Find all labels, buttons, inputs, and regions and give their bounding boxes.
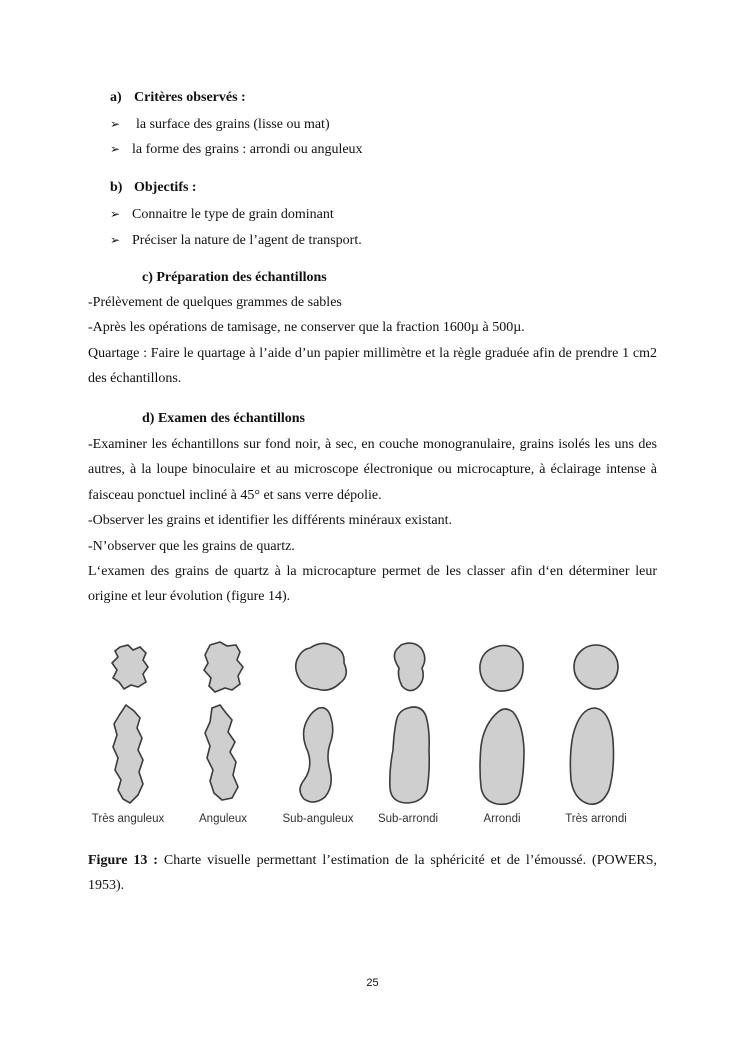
- section-d-title: d) Examen des échantillons: [142, 411, 305, 426]
- arrow-bullet-icon: ➢: [110, 142, 121, 156]
- section-b-label: b): [110, 180, 123, 195]
- label-anguleux: Anguleux: [199, 813, 247, 825]
- paragraph: Quartage : Faire le quartage à l’aide d’un papier millimètre et la règle graduée afin de prendre 1 cm2 des échantillons.: [88, 345, 657, 387]
- grain-tres-anguleux-bottom: [113, 705, 143, 803]
- paragraph: -Prélèvement de quelques grammes de sables: [88, 295, 342, 310]
- arrow-bullet-icon: ➢: [110, 233, 121, 247]
- grain-sub-anguleux-top: [296, 643, 347, 690]
- label-tres-arrondi: Très arrondi: [565, 813, 627, 825]
- label-sub-anguleux: Sub-anguleux: [282, 813, 354, 825]
- section-a-title: Critères observés :: [134, 90, 246, 105]
- grain-sub-arrondi-top: [394, 643, 424, 690]
- grain-tres-arrondi-bottom: [570, 708, 613, 804]
- label-tres-anguleux: Très anguleux: [91, 813, 165, 825]
- grain-arrondi-bottom: [480, 709, 524, 804]
- grain-tres-arrondi-top: [574, 645, 618, 689]
- paragraph: -Observer les grains et identifier les différents minéraux existant.: [88, 513, 453, 529]
- grain-tres-anguleux-top: [112, 645, 148, 689]
- section-a-label: a): [110, 90, 122, 105]
- paragraph: -Après les opérations de tamisage, ne conserver que la fraction 1600µ à 500µ.: [88, 320, 525, 336]
- grain-anguleux-bottom: [205, 705, 238, 800]
- list-item-text: Connaitre le type de grain dominant: [132, 207, 334, 222]
- grain-arrondi-top: [480, 646, 523, 692]
- section-c-title: c) Préparation des échantillons: [142, 270, 327, 285]
- paragraph: -N’observer que les grains de quartz.: [88, 538, 295, 554]
- label-arrondi: Arrondi: [483, 813, 521, 825]
- grain-sub-arrondi-bottom: [390, 707, 429, 803]
- caption-label: Figure 13 :: [88, 853, 158, 868]
- paragraph: -Examiner les échantillons sur fond noir, à sec, en couche monogranulaire, grains isolés les uns des autres, à la loupe binoculaire et au microscope électronique ou microcapture, à éclairage intense à faisceau ponctuel incliné à 45° et sans verre dépolie.: [88, 437, 657, 503]
- page-number: 25: [366, 977, 379, 989]
- grain-sub-anguleux-bottom: [300, 708, 333, 802]
- arrow-bullet-icon: ➢: [110, 207, 121, 221]
- grain-anguleux-top: [204, 642, 243, 692]
- section-b-title: Objectifs :: [134, 180, 197, 195]
- arrow-bullet-icon: ➢: [110, 117, 121, 131]
- list-item-text: Préciser la nature de l’agent de transport.: [132, 233, 362, 248]
- list-item-text: la forme des grains : arrondi ou anguleux: [132, 142, 363, 157]
- figure-caption: [88, 848, 657, 899]
- label-sub-arrondi: Sub-arrondi: [377, 813, 439, 825]
- list-item-text: la surface des grains (lisse ou mat): [136, 117, 330, 132]
- caption-text: Charte visuelle permettant l’estimation de la sphéricité et de l’émoussé. (POWERS, 1953).: [88, 853, 657, 894]
- paragraph: L‘examen des grains de quartz à la microcapture permet de les classer afin d‘en déterminer leur origine et leur évolution (figure 14).: [88, 564, 657, 605]
